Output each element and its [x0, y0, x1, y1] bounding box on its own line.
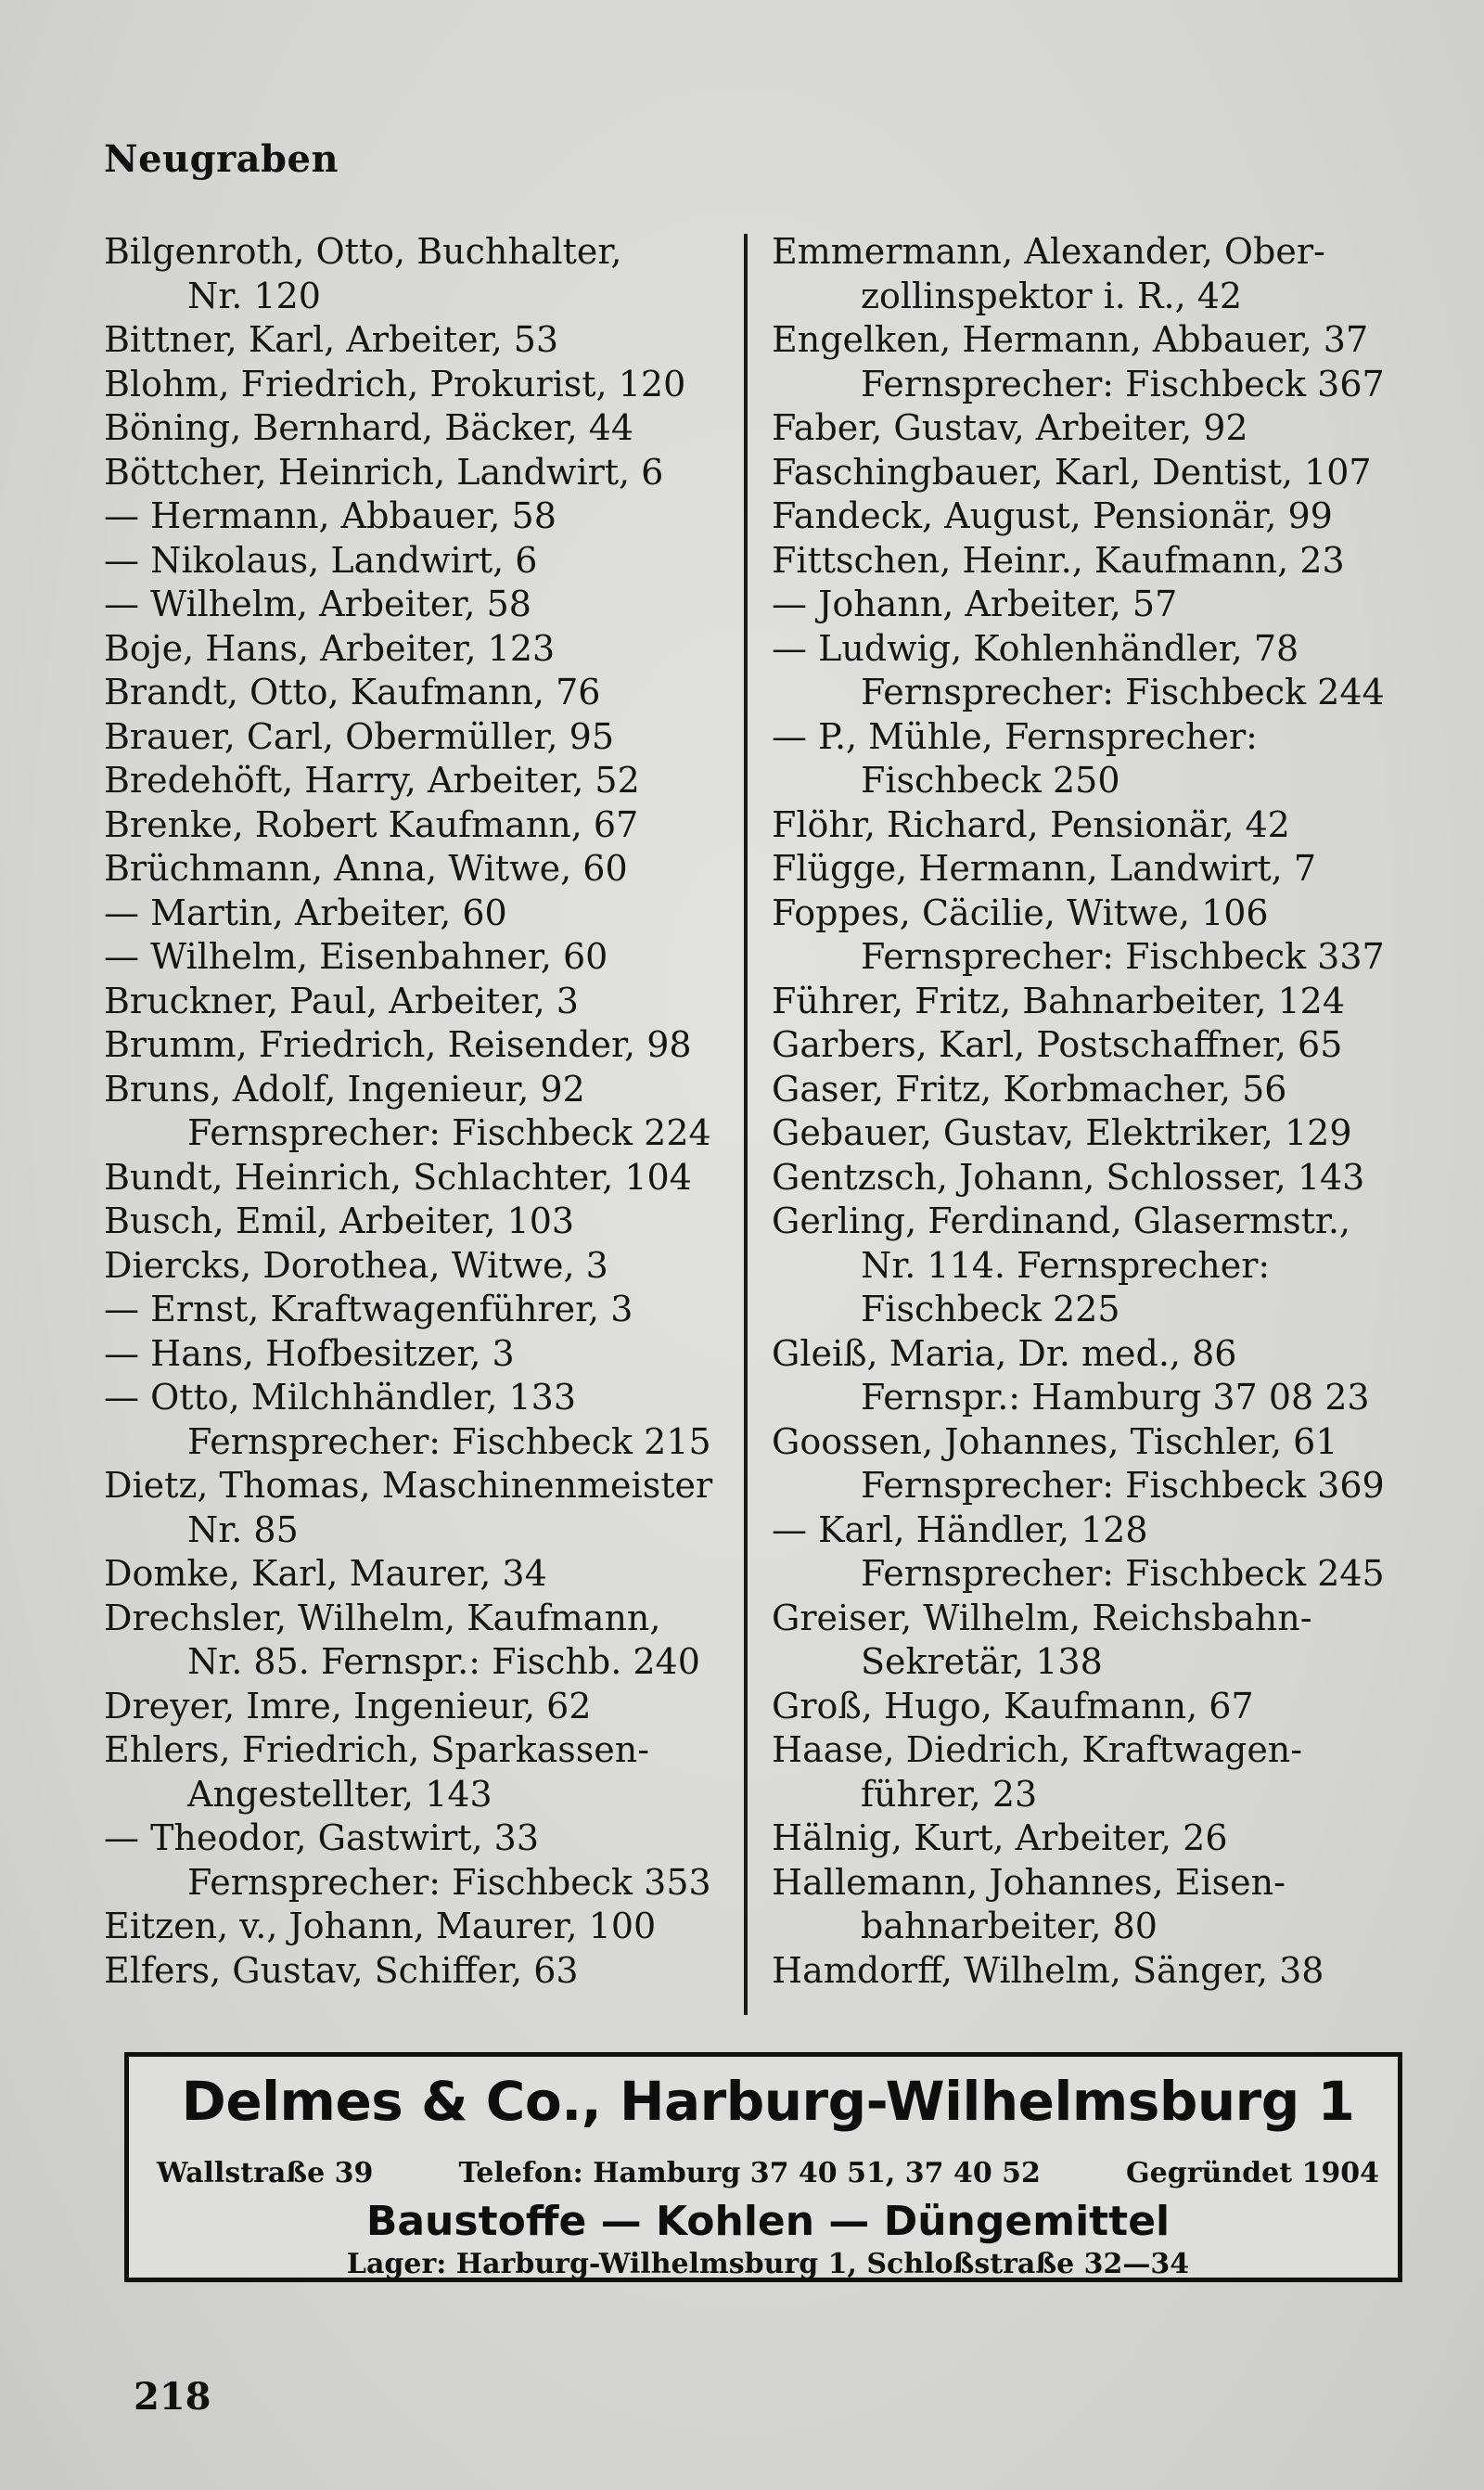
entry: — P., Mühle, Fernsprecher: [772, 715, 1258, 757]
entry-continuation: zollinspektor i. R., 42 [861, 275, 1243, 316]
entry: Böttcher, Heinrich, Landwirt, 6 [104, 451, 664, 493]
entry: Bredehöft, Harry, Arbeiter, 52 [104, 760, 640, 801]
entry: Brandt, Otto, Kaufmann, 76 [104, 672, 601, 712]
entry: Flöhr, Richard, Pensionär, 42 [772, 803, 1290, 845]
entry: Fittschen, Heinr., Kaufmann, 23 [772, 539, 1345, 581]
entry-continuation: Fischbeck 250 [861, 760, 1120, 801]
entry: Bilgenroth, Otto, Buchhalter, [104, 231, 622, 272]
entry: Garbers, Karl, Postschaffner, 65 [772, 1024, 1343, 1065]
entry: Haase, Diedrich, Kraftwagen- [772, 1729, 1303, 1770]
ad-storage-address: Lager: Harburg-Wilhelmsburg 1, Schloßstraße 32—34 [346, 2248, 1190, 2280]
entry-continuation: Sekretär, 138 [861, 1641, 1103, 1682]
entry: Drechsler, Wilhelm, Kaufmann, [104, 1597, 661, 1638]
ad-contact-row [157, 2157, 1379, 2189]
entry: Eitzen, v., Johann, Maurer, 100 [104, 1906, 657, 1946]
entry-continuation: bahnarbeiter, 80 [861, 1906, 1158, 1946]
entry: Brumm, Friedrich, Reisender, 98 [104, 1024, 692, 1065]
entry: Greiser, Wilhelm, Reichsbahn- [772, 1597, 1312, 1638]
entry: — Ernst, Kraftwagenführer, 3 [104, 1289, 633, 1329]
entry: — Wilhelm, Arbeiter, 58 [104, 584, 531, 624]
entry: Brüchmann, Anna, Witwe, 60 [104, 848, 628, 889]
ad-products: Baustoffe — Kohlen — Düngemittel [365, 2198, 1171, 2245]
entry-continuation: Angestellter, 143 [187, 1773, 493, 1815]
entry-continuation: Fernsprecher: Fischbeck 244 [861, 672, 1385, 712]
entry: — Nikolaus, Landwirt, 6 [104, 539, 538, 581]
entry: Bruckner, Paul, Arbeiter, 3 [104, 980, 579, 1021]
page-number: 218 [134, 2375, 211, 2419]
right-column [772, 230, 1421, 1993]
entry: Bittner, Karl, Arbeiter, 53 [104, 319, 559, 360]
entry: Busch, Emil, Arbeiter, 103 [104, 1200, 575, 1241]
entry-continuation: Fischbeck 225 [861, 1289, 1120, 1329]
entry: Dreyer, Imre, Ingenieur, 62 [104, 1685, 592, 1726]
entry: Flügge, Hermann, Landwirt, 7 [772, 848, 1317, 889]
entry-continuation: Nr. 120 [187, 275, 321, 316]
entry: Foppes, Cäcilie, Witwe, 106 [772, 892, 1269, 933]
running-head: Neugraben [104, 137, 339, 181]
ad-address: Wallstraße 39 [157, 2157, 374, 2189]
entry: Brauer, Carl, Obermüller, 95 [104, 715, 614, 757]
entry: Gerling, Ferdinand, Glasermstr., [772, 1200, 1351, 1241]
entry: Böning, Bernhard, Bäcker, 44 [104, 407, 634, 448]
entry: Diercks, Dorothea, Witwe, 3 [104, 1244, 608, 1286]
entry: Elfers, Gustav, Schiffer, 63 [104, 1949, 579, 1991]
entry: Ehlers, Friedrich, Sparkassen- [104, 1729, 650, 1770]
entry-continuation: Nr. 85. Fernspr.: Fischb. 240 [187, 1641, 700, 1682]
entry-continuation: Fernsprecher: Fischbeck 337 [861, 936, 1385, 977]
ad-phone: Telefon: Hamburg 37 40 51, 37 40 52 [458, 2157, 1041, 2189]
entry: Bundt, Heinrich, Schlachter, 104 [104, 1156, 692, 1198]
entry: — Hans, Hofbesitzer, 3 [104, 1332, 515, 1374]
entry: Engelken, Hermann, Abbauer, 37 [772, 319, 1369, 360]
entry: Gentzsch, Johann, Schlosser, 143 [772, 1156, 1365, 1198]
entry: — Johann, Arbeiter, 57 [772, 584, 1178, 624]
entry: Faschingbauer, Karl, Dentist, 107 [772, 451, 1372, 493]
entry-continuation: führer, 23 [861, 1773, 1038, 1815]
entry: Hallemann, Johannes, Eisen- [772, 1861, 1286, 1903]
entry-continuation: Fernsprecher: Fischbeck 369 [861, 1465, 1385, 1506]
entry: Führer, Fritz, Bahnarbeiter, 124 [772, 980, 1346, 1021]
entry: — Karl, Händler, 128 [772, 1508, 1148, 1550]
entry: Domke, Karl, Maurer, 34 [104, 1553, 547, 1594]
entry: Hälnig, Kurt, Arbeiter, 26 [772, 1817, 1228, 1858]
entry: — Otto, Milchhändler, 133 [104, 1377, 577, 1418]
entry: Gleiß, Maria, Dr. med., 86 [772, 1332, 1237, 1374]
entry-continuation: Fernsprecher: Fischbeck 215 [187, 1420, 711, 1462]
entry: Fandeck, August, Pensionär, 99 [772, 495, 1333, 536]
entry-continuation: Fernsprecher: Fischbeck 245 [861, 1553, 1385, 1594]
entry-continuation: Nr. 85 [187, 1508, 299, 1550]
entry: Goossen, Johannes, Tischler, 61 [772, 1420, 1338, 1462]
ad-founded: Gegründet 1904 [1126, 2157, 1379, 2189]
entry-continuation: Fernsprecher: Fischbeck 224 [187, 1112, 711, 1153]
entry: Brenke, Robert Kaufmann, 67 [104, 803, 639, 845]
left-column [104, 230, 744, 1993]
entry: Groß, Hugo, Kaufmann, 67 [772, 1685, 1254, 1726]
entry: — Ludwig, Kohlenhändler, 78 [772, 627, 1299, 669]
entry-continuation: Fernspr.: Hamburg 37 08 23 [861, 1377, 1370, 1418]
entry: — Hermann, Abbauer, 58 [104, 495, 556, 536]
advertisement-box [124, 2052, 1402, 2282]
entry-continuation: Fernsprecher: Fischbeck 353 [187, 1861, 711, 1903]
entry: — Theodor, Gastwirt, 33 [104, 1817, 540, 1858]
entry: Emmermann, Alexander, Ober- [772, 231, 1325, 272]
entry: — Wilhelm, Eisenbahner, 60 [104, 936, 608, 977]
entry-continuation: Nr. 114. Fernsprecher: [861, 1244, 1271, 1286]
entry: Dietz, Thomas, Maschinenmeister [104, 1465, 713, 1506]
entry: Faber, Gustav, Arbeiter, 92 [772, 407, 1248, 448]
entry: Boje, Hans, Arbeiter, 123 [104, 627, 556, 669]
column-divider [744, 234, 748, 2015]
entry: Gebauer, Gustav, Elektriker, 129 [772, 1112, 1352, 1153]
entry: Hamdorff, Wilhelm, Sänger, 38 [772, 1949, 1324, 1991]
entry: Gaser, Fritz, Korbmacher, 56 [772, 1068, 1287, 1110]
entry: Blohm, Friedrich, Prokurist, 120 [104, 363, 686, 404]
entry: — Martin, Arbeiter, 60 [104, 892, 507, 933]
ad-company-name: Delmes & Co., Harburg-Wilhelmsburg 1 [181, 2070, 1355, 2133]
entry: Bruns, Adolf, Ingenieur, 92 [104, 1068, 585, 1110]
entry-continuation: Fernsprecher: Fischbeck 367 [861, 363, 1385, 404]
